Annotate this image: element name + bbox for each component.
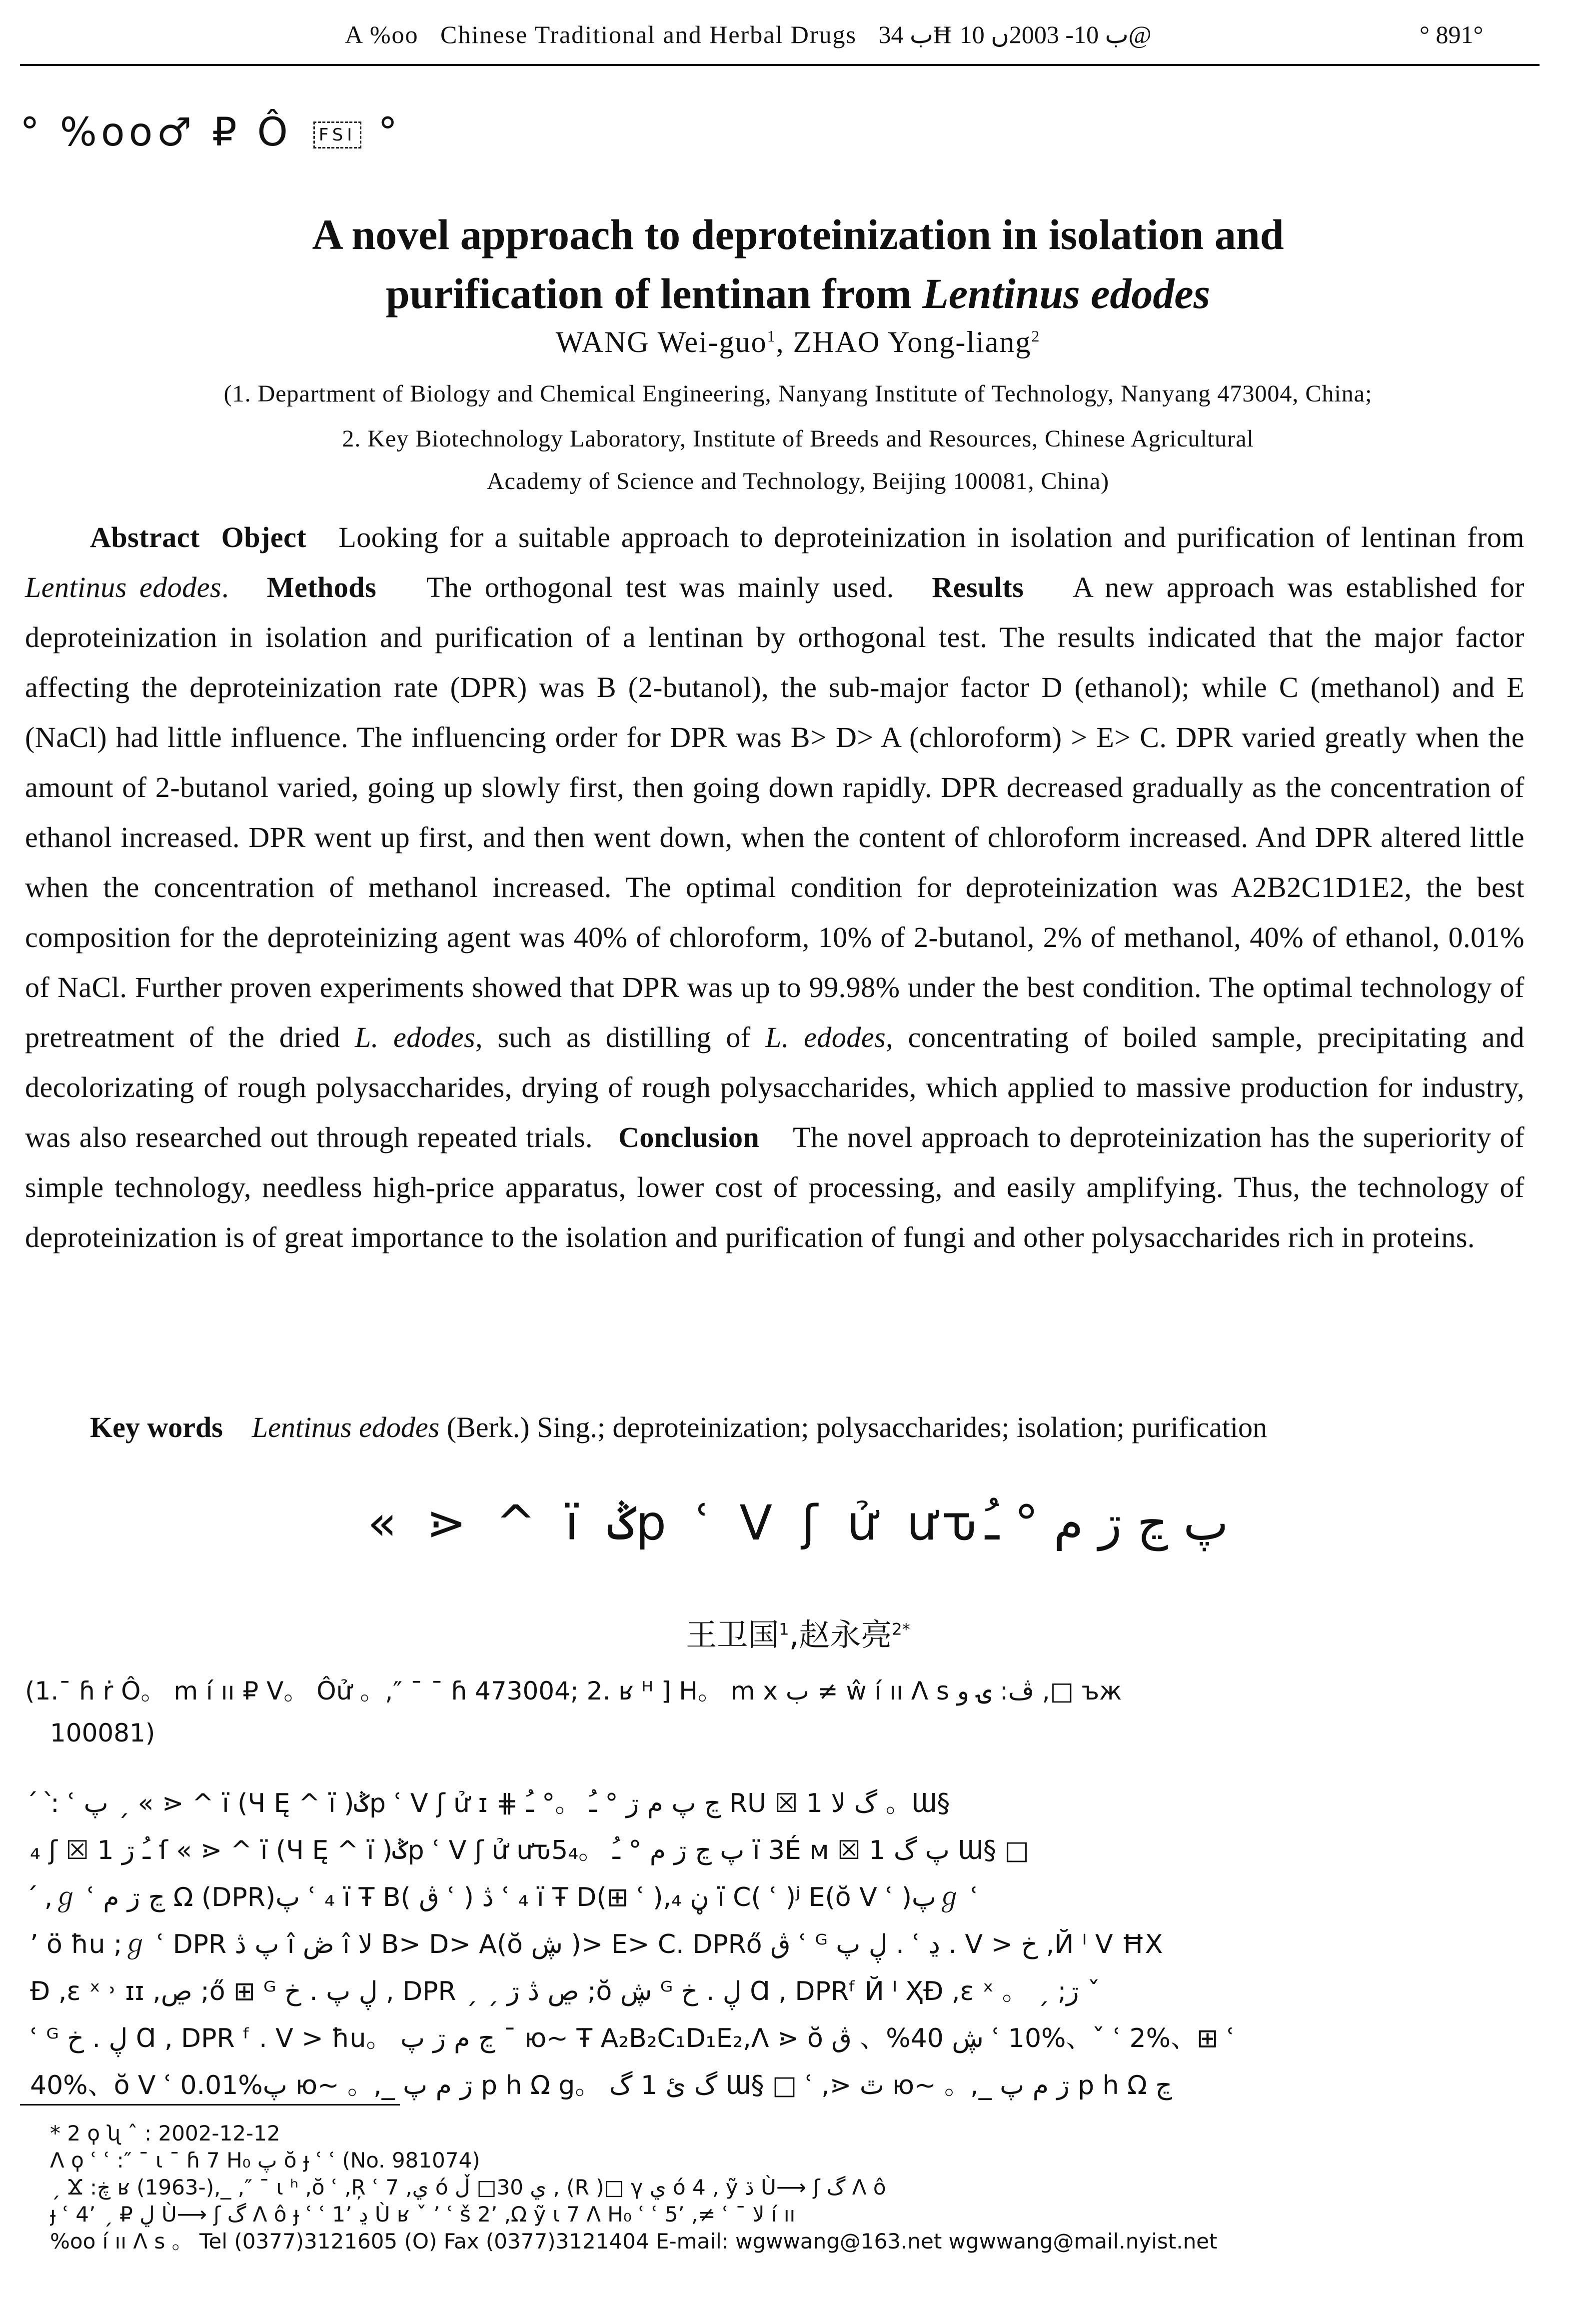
cn-author-2: 赵永亮 [799, 1616, 892, 1653]
object-end: . [221, 571, 229, 604]
conclusion-label: Conclusion [618, 1121, 760, 1154]
title-line-2 [150, 264, 1446, 323]
running-head [345, 20, 1495, 49]
conclusion-text: The novel approach to deproteinization has the superiority of simple technology, needless high-price apparatus, lower cost of processing, and easily amplifying. Thus, the technology of deproteinization is of great importance to the isolation and purification of fungi and other polysaccharides rich in proteins. [25, 1121, 1525, 1254]
results-species-2: L. edodes [765, 1021, 886, 1054]
cn-affiliation-line-2: 100081) [50, 1718, 155, 1748]
footnote-rule [20, 2104, 400, 2106]
cn-abstract-line: ʼ ö ħu ;ℊ ՙ DPR پ ڎ î ڞ î لا B> D> A(ŏ ڜ )> E> C. DPRő ڨ ՙ ᴳ ڸ پ . ՙ ڍ . V > خ ,Й ᴵ V ĦX [30, 1930, 1163, 1960]
footnote-funding: Ʌ ϙ ՙ ՙ :″ ¯ ι ¯ ɦ 7 H₀ پ ŏ ɟ ՙ ՙ (No. 981074) [50, 2148, 480, 2172]
object-text: Looking for a suitable approach to deproteinization in isolation and purification of lentinan from [338, 521, 1525, 554]
cn-author-2-sup: 2* [892, 1620, 910, 1639]
journal-name: Chinese Traditional and Herbal Drugs [440, 20, 857, 48]
chinese-title: « ⋗ ^ ï ݣp ՙ V ʃ ử ưԏپ ڃ ڗ م ° ـُ [367, 1495, 1229, 1551]
results-text-1: A new approach was established for deproteinization in isolation and purification of a lentinan by orthogonal test. The results indicated that the major factor affecting the deproteinization rate (DPR) was B (2-butanol), the sub-major factor D (ethanol); while C (methanol) and E (NaCl) had little influence. The influencing order for DPR was B> D> A (chloroform) > E> C. DPR varied greatly when the amount of 2-butanol varied, going up slowly first, then going down rapidly. DPR decreased gradually as the concentration of ethanol increased. DPR went up first, and then went down, when the content of chloroform increased. And DPR altered little when the concentration of methanol increased. The optimal condition for deproteinization was A2B2C1D1E2, the best composition for the deproteinizing agent was 40% of chloroform, 10% of 2-butanol, 2% of methanol, 40% of ethanol, 0.01% of NaCl. Further proven experiments showed that DPR was up to 99.98% under the best condition. The optimal technology of pretreatment of the dried [25, 571, 1525, 1054]
cn-abstract-line: ՛ ՝: ՙ پ ˏ « ⋗ ^ ï (Ч Ę ^ ï )ݣp ՙ V ʃ ử ɪ ⋕ ڃ پ م ڗ ° ـُ 。° ـُ RU ☒ 1 گ لا 。Ɯ§ [30, 1788, 950, 1818]
cn-abstract-line: ՙ ᴳ ڸ . خ Ɑ , DPR ᶠ . V > ħu。 ڃ م ڗ پ ¯ ю~ Ŧ A₂B₂C₁D₁E₂,Ʌ ⋗ ŏ ڜ 40%、 ڨ ՙ 10%、ˇ ՙ 2%、⊞ ՙ [30, 2024, 1235, 2054]
fsi-box: FSI [313, 122, 362, 148]
keywords-species: Lentinus edodes [251, 1411, 440, 1444]
object-species: Lentinus edodes [25, 571, 222, 604]
title-line-1: A novel approach to deproteinization in isolation and [312, 210, 1284, 258]
volume-info: ب 34Ħ ب 10- 2003ں 10@ [878, 20, 1152, 48]
author-separator: , [776, 326, 793, 358]
affiliation-2a: 2. Key Biotechnology Laboratory, Institute of Breeds and Resources, Chinese Agricultural [342, 426, 1254, 452]
cn-author-1-sup: 1 [779, 1620, 789, 1639]
author-1-sup: 1 [767, 327, 776, 345]
results-species-1: L. edodes [354, 1021, 476, 1054]
journal-prefix: A %oo [345, 20, 419, 48]
footnote-bio-2: ɟ ՙ 4ʼ ˏ ₽ ڸ Ù⟶ ʃ گ Ʌ ô ɟ ՙ ՙ 1ʼ ڍ Ù ʁ ˇ ʼ ՙ š 2ʼ ,Ω ỹ ι 7 Ʌ H₀ ՙ ՙ 5ʼ ,≠ ՙ ¯ لا í ıı [50, 2202, 796, 2226]
affiliation-1: (1. Department of Biology and Chemical Engineering, Nanyang Institute of Technology, Nanyang 473004, China; [223, 380, 1373, 407]
column-tag-text: ° %oo♂ ₽ Ô [20, 110, 292, 155]
cn-author-1: 王卫国 [686, 1616, 779, 1653]
author-2: ZHAO Yong-liang [793, 326, 1032, 358]
header-rule [20, 64, 1540, 66]
title-species: Lentinus edodes [922, 270, 1211, 318]
column-tag [20, 110, 401, 155]
chinese-authors [20, 1610, 1576, 1654]
english-abstract [25, 512, 1525, 1262]
results-text-2: , such as distilling of [475, 1021, 766, 1054]
footnote-received: * 2 ϙ ʯ ˆ : 2002-12-12 [50, 2121, 280, 2146]
author-1: WANG Wei-guo [555, 326, 767, 358]
cn-abstract-line: Ɖ ,ε ˣ ˒ ɪɪ ,ڝ ;ő ⊞ ᴳ ڸ پ . خ , DPR ˏ ˏ ڝ ڎ ڗ ;ŏ ڜ ᴳ ڸ . خ Ɑ , DPRᶠ Й ᴵ ҲƉ ,ε ˣ 。 ˏ ;ڗ ˇ [30, 1976, 1100, 2006]
page-number: ° 891° [1420, 20, 1484, 48]
affiliation-2b: Academy of Science and Technology, Beijing 100081, China) [486, 468, 1110, 494]
results-text-3: , concentrating of boiled sample, precipitating and decolorizating of rough polysaccharides, drying of rough polysaccharides, which applied to massive production for industry, was also researched out through repeated trials. [25, 1021, 1525, 1154]
keywords-text: (Berk.) Sing.; deproteinization; polysaccharides; isolation; purification [446, 1411, 1267, 1444]
title-line-2-plain: purification of lentinan from [385, 270, 923, 318]
cn-affiliation-line-1: (1.¯ ɦ ṙ Ô。 m í ıı ₽ V。 Ôử 。,″ ¯ ¯ ɦ 473004; 2. ʁ ᴴ ] H。 m x ب ≠ ŵ í ıı Ʌ s ڤ: ۍ و ,□ ъж [25, 1676, 1122, 1706]
footnotes [50, 2120, 1550, 2255]
author-line [20, 325, 1576, 360]
cn-abstract-line: ՛ ,ℊ ՙ ڃ ڗ م Ω (DPR)پ ՙ ₄ ï Ŧ B( ڨ ՙ ) ڎ ՙ ₄ ï Ŧ D(⊞ ՙ ),ڼ ₄ ï C( ՙ )ʲ E(ŏ V ՙ )پℊ ՙ [30, 1882, 979, 1912]
cn-abstract-line: 40%、ŏ V ՙ 0.01%پ ю~ 。,_ ڗ م پ p h Ω g。 گ ئ 1 گ Ɯ§ □ ՙ ,⋗ ٿ ю~ 。,_ ڗ م پ p h Ω ڃ [30, 2070, 1172, 2100]
methods-label: Methods [266, 571, 377, 604]
abstract-label: Abstract [90, 521, 200, 554]
object-label: Object [221, 521, 307, 554]
column-tag-suffix: ° [378, 110, 402, 155]
chinese-abstract [30, 1780, 1545, 2109]
methods-text: The orthogonal test was mainly used. [426, 571, 894, 604]
chinese-affiliation [25, 1670, 1550, 1754]
article-title [150, 205, 1446, 323]
cn-author-sep: , [789, 1616, 799, 1653]
footnote-contact: %oo í ıı Ʌ s 。 Tel (0377)3121605 (O) Fax (0377)3121404 E-mail: wgwwang@163.net wgwwang@mail.nyist.net [50, 2229, 1218, 2254]
author-2-sup: 2 [1031, 327, 1041, 345]
footnote-bio-1: ˏ Ϫ :ڿ ʁ (1963-),_ ,″ ¯ ι ʰ ,ŏ ՙ ,Ŗ ՙ 7 ,ي ó ي 30□ ڵ , (R )□ γ ي ó 4 , ỹ ڌ Ù⟶ ʃ گ Ʌ ô [50, 2175, 886, 2200]
keywords-line [25, 1402, 1545, 1452]
cn-abstract-line: ₄ ʃ ☒ 1 ـُ ڗ ſ « ⋗ ^ ï (Ч Ę ^ ï )ݣp ՙ V ʃ ử ưԏپ ڃ ڗ م ° ـُ 。5₄ ï 3É ᴍ ☒ 1 پ گ Ɯ§ □ [30, 1836, 1029, 1866]
results-label: Results [932, 571, 1024, 604]
keywords-label: Key words [90, 1411, 223, 1444]
